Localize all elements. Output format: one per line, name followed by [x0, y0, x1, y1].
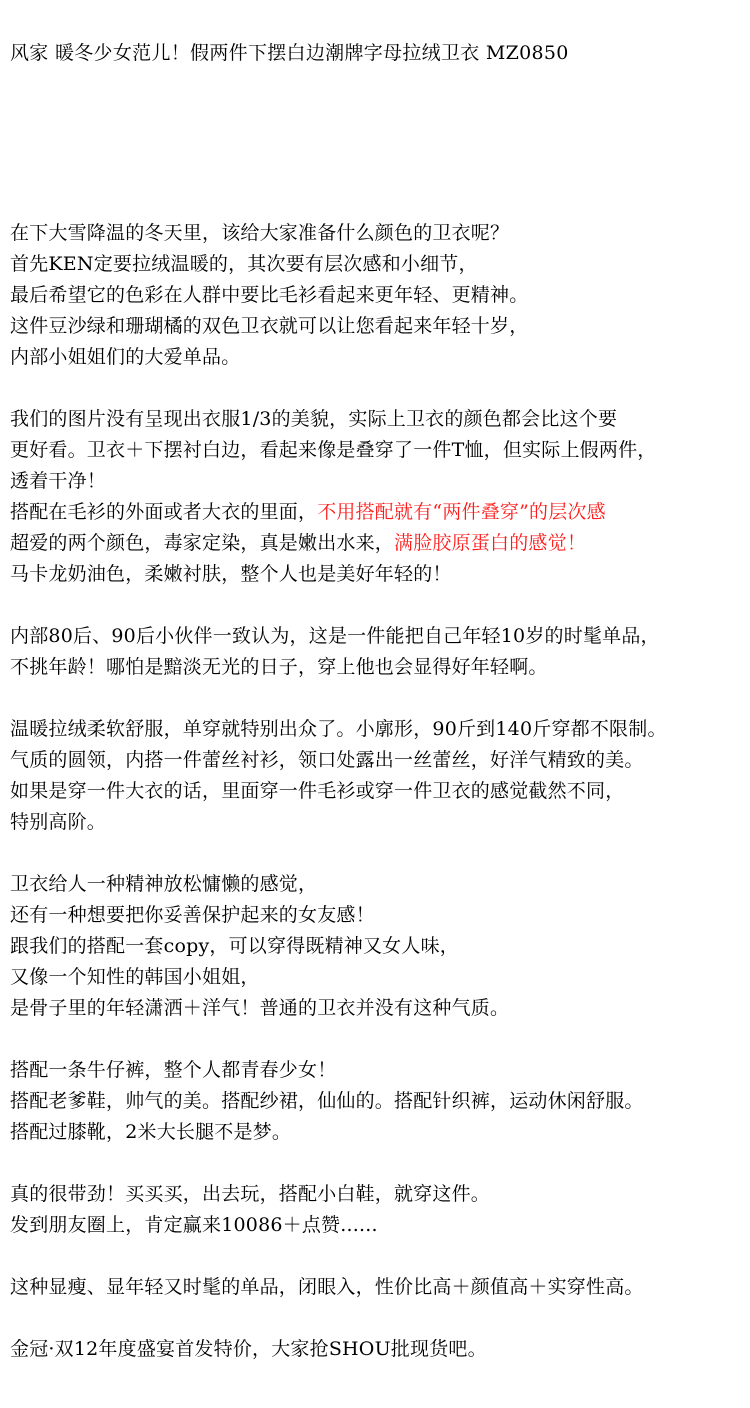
description-paragraph [10, 869, 745, 1024]
description-paragraph [10, 218, 745, 373]
description-paragraph [10, 1334, 745, 1365]
text-segment: 气质的圆领，内搭一件蕾丝衬衫，领口处露出一丝蕾丝，好洋气精致的美。 [10, 749, 644, 771]
text-segment: 这件豆沙绿和珊瑚橘的双色卫衣就可以让您看起来年轻十岁， [10, 315, 529, 337]
text-segment: 内部小姐姐们的大爱单品。 [10, 346, 241, 368]
description-paragraph [10, 1055, 745, 1148]
text-line [10, 962, 745, 993]
text-line [10, 931, 745, 962]
text-line [10, 1179, 745, 1210]
description-paragraph [10, 714, 745, 838]
text-line [10, 218, 745, 249]
description-paragraph [10, 621, 745, 683]
text-segment: 透着干净！ [10, 470, 107, 492]
text-segment: 真的很带劲！买买买，出去玩，搭配小白鞋，就穿这件。 [10, 1183, 491, 1205]
text-line [10, 1117, 745, 1148]
text-segment: 我们的图片没有呈现出衣服1/3的美貌，实际上卫衣的颜色都会比这个要 [10, 408, 618, 430]
highlight-text: 不用搭配就有“两件叠穿”的层次感 [317, 501, 606, 523]
text-line [10, 807, 745, 838]
text-line [10, 528, 745, 559]
text-line [10, 621, 745, 652]
text-line [10, 466, 745, 497]
text-segment: 内部80后、90后小伙伴一致认为，这是一件能把自己年轻10岁的时髦单品， [10, 625, 660, 647]
text-segment: 搭配在毛衫的外面或者大衣的里面， [10, 501, 318, 523]
highlight-text: 满脸胶原蛋白的感觉！ [394, 532, 587, 554]
text-line [10, 745, 745, 776]
text-segment: 发到朋友圈上，肯定赢来10086＋点赞...... [10, 1214, 378, 1236]
text-segment: 最后希望它的色彩在人群中要比毛衫看起来更年轻、更精神。 [10, 284, 529, 306]
text-line [10, 280, 745, 311]
text-segment: 又像一个知性的韩国小姐姐， [10, 966, 260, 988]
description-paragraph [10, 1179, 745, 1241]
text-segment: 卫衣给人一种精神放松慵懒的感觉， [10, 873, 318, 895]
text-line [10, 776, 745, 807]
text-line [10, 652, 745, 683]
text-segment: 温暖拉绒柔软舒服，单穿就特别出众了。小廓形，90斤到140斤穿都不限制。 [10, 718, 667, 740]
text-segment: 特别高阶。 [10, 811, 107, 833]
text-line [10, 311, 745, 342]
text-segment: 马卡龙奶油色，柔嫩衬肤，整个人也是美好年轻的！ [10, 563, 452, 585]
text-line [10, 714, 745, 745]
text-line [10, 342, 745, 373]
text-segment: 搭配一条牛仔裤，整个人都青春少女！ [10, 1059, 337, 1081]
text-segment: 首先KEN定要拉绒温暖的，其次要有层次感和小细节， [10, 253, 478, 275]
text-segment: 是骨子里的年轻潇洒＋洋气！普通的卫衣并没有这种气质。 [10, 997, 510, 1019]
text-line [10, 869, 745, 900]
text-segment: 金冠·双12年度盛宴首发特价，大家抢SHOU批现货吧。 [10, 1338, 487, 1360]
text-line [10, 1272, 745, 1303]
text-line [10, 249, 745, 280]
text-segment: 超爱的两个颜色，毒家定染，真是嫩出水来， [10, 532, 395, 554]
text-segment: 不挑年龄！哪怕是黯淡无光的日子，穿上他也会显得好年轻啊。 [10, 656, 548, 678]
text-line [10, 497, 745, 528]
text-line [10, 435, 745, 466]
text-segment: 跟我们的搭配一套copy，可以穿得既精神又女人味， [10, 935, 459, 957]
text-line [10, 1086, 745, 1117]
description-paragraph [10, 404, 745, 590]
text-segment: 更好看。卫衣＋下摆衬白边，看起来像是叠穿了一件T恤，但实际上假两件， [10, 439, 657, 461]
text-segment: 这种显瘦、显年轻又时髦的单品，闭眼入，性价比高＋颜值高＋实穿性高。 [10, 1276, 644, 1298]
text-segment: 如果是穿一件大衣的话，里面穿一件毛衫或穿一件卫衣的感觉截然不同， [10, 780, 625, 802]
text-segment: 搭配过膝靴，2米大长腿不是梦。 [10, 1121, 292, 1143]
text-segment: 在下大雪降温的冬天里，该给大家准备什么颜色的卫衣呢？ [10, 222, 510, 244]
description-paragraph [10, 1272, 745, 1303]
product-description [10, 218, 745, 1396]
text-line [10, 993, 745, 1024]
text-line [10, 900, 745, 931]
text-line [10, 1055, 745, 1086]
text-segment: 还有一种想要把你妥善保护起来的女友感！ [10, 904, 375, 926]
text-line [10, 1334, 745, 1365]
text-line [10, 1210, 745, 1241]
text-line [10, 559, 745, 590]
text-segment: 搭配老爹鞋，帅气的美。搭配纱裙，仙仙的。搭配针织裤，运动休闲舒服。 [10, 1090, 644, 1112]
page-title: 风家 暖冬少女范儿！假两件下摆白边潮牌字母拉绒卫衣 MZ0850 [10, 42, 569, 64]
text-line [10, 404, 745, 435]
